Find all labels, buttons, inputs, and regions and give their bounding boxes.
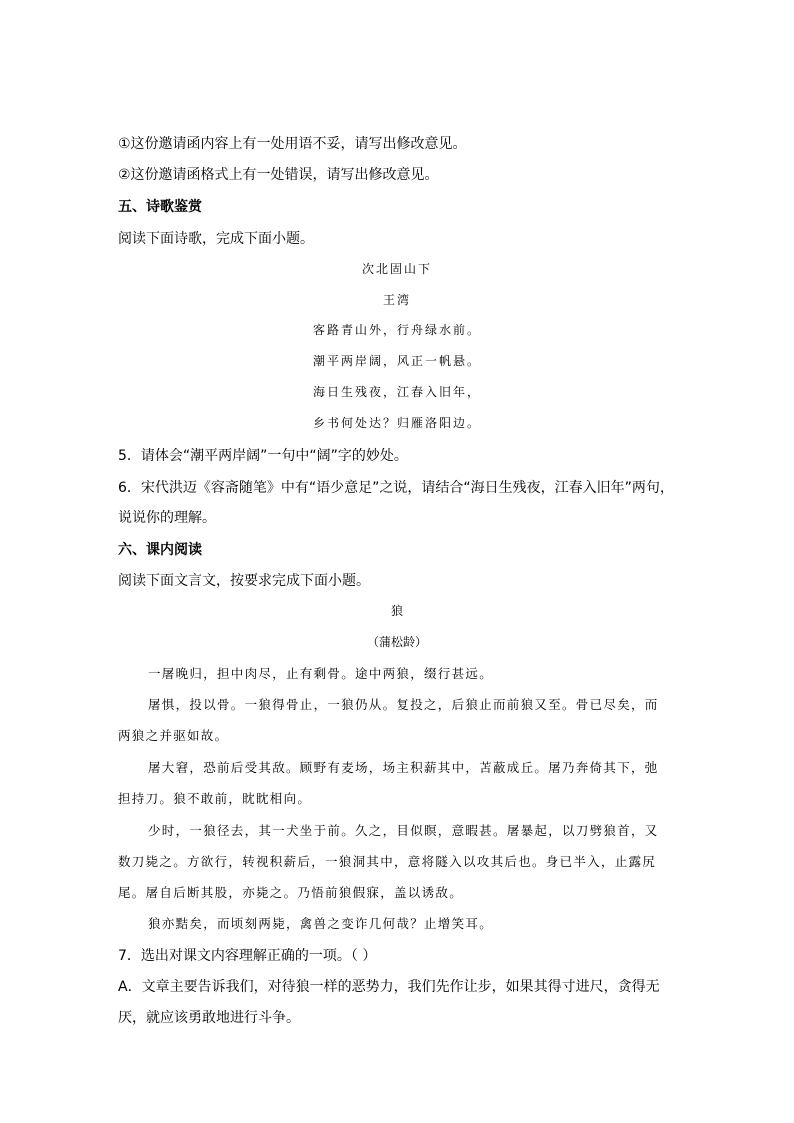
invitation-question-format: ②这份邀请函格式上有一处错误，请写出修改意见。 bbox=[118, 167, 439, 183]
poem-line: 海日生残夜，江春入旧年， bbox=[312, 385, 481, 399]
question-5: 5．请体会“潮平两岸阔”一句中“阔”字的妙处。 bbox=[118, 448, 408, 464]
question-6-line1: 6．宋代洪迈《容斋随笔》中有“语少意足”之说，请结合“海日生残夜，江春入旧年”两句， bbox=[118, 480, 674, 496]
classical-text-line: 担持刀。狼不敢前，眈眈相向。 bbox=[118, 791, 312, 806]
classical-text-title: 狼 bbox=[390, 604, 403, 618]
classical-text-line: 狼亦黠矣，而顷刻两毙，禽兽之变诈几何哉？止增笑耳。 bbox=[148, 916, 494, 931]
classical-text-author: （蒲松龄） bbox=[366, 635, 427, 649]
question-7: 7．选出对课文内容理解正确的一项。（ ） bbox=[118, 948, 377, 964]
classical-text-line: 少时，一狼径去，其一犬坐于前。久之，目似瞑，意暇甚。屠暴起，以刀劈狼首，又 bbox=[148, 823, 659, 838]
section5-instruction: 阅读下面诗歌，完成下面小题。 bbox=[118, 231, 314, 247]
classical-text-line: 尾。屠自后断其股，亦毙之。乃悟前狼假寐，盖以诱敌。 bbox=[118, 885, 464, 900]
section6-heading: 六、课内阅读 bbox=[118, 542, 202, 558]
classical-text-line: 屠惧，投以骨。一狼得骨止，一狼仍从。复投之，后狼止而前狼又至。骨已尽矣，而 bbox=[148, 697, 659, 712]
poem-author: 王湾 bbox=[382, 293, 411, 307]
section6-instruction: 阅读下面文言文，按要求完成下面小题。 bbox=[118, 573, 370, 589]
poem-line: 潮平两岸阔，风正一帆悬。 bbox=[312, 354, 481, 368]
invitation-question-content: ①这份邀请函内容上有一处用语不妥，请写出修改意见。 bbox=[118, 136, 467, 152]
classical-text-line: 两狼之并驱如故。 bbox=[118, 728, 229, 743]
classical-text-line: 一屠晚归，担中肉尽，止有剩骨。途中两狼，缀行甚远。 bbox=[148, 666, 494, 681]
poem-line: 客路青山外，行舟绿水前。 bbox=[312, 323, 481, 337]
section5-heading: 五、诗歌鉴赏 bbox=[118, 199, 202, 215]
poem-title: 次北固山下 bbox=[361, 262, 432, 276]
classical-text-line: 数刀毙之。方欲行，转视积薪后，一狼洞其中，意将隧入以攻其后也。身已半入，止露尻 bbox=[118, 854, 657, 869]
poem-line: 乡书何处达？归雁洛阳边。 bbox=[312, 416, 481, 430]
classical-text-line: 屠大窘，恐前后受其敌。顾野有麦场，场主积薪其中，苫蔽成丘。屠乃奔倚其下，弛 bbox=[148, 760, 659, 775]
option-a-line1: A．文章主要告诉我们，对待狼一样的恶势力，我们先作让步，如果其得寸进尺，贪得无 bbox=[118, 979, 660, 995]
option-a-line2: 厌，就应该勇敢地进行斗争。 bbox=[118, 1010, 300, 1026]
question-6-line2: 说说你的理解。 bbox=[118, 510, 216, 526]
